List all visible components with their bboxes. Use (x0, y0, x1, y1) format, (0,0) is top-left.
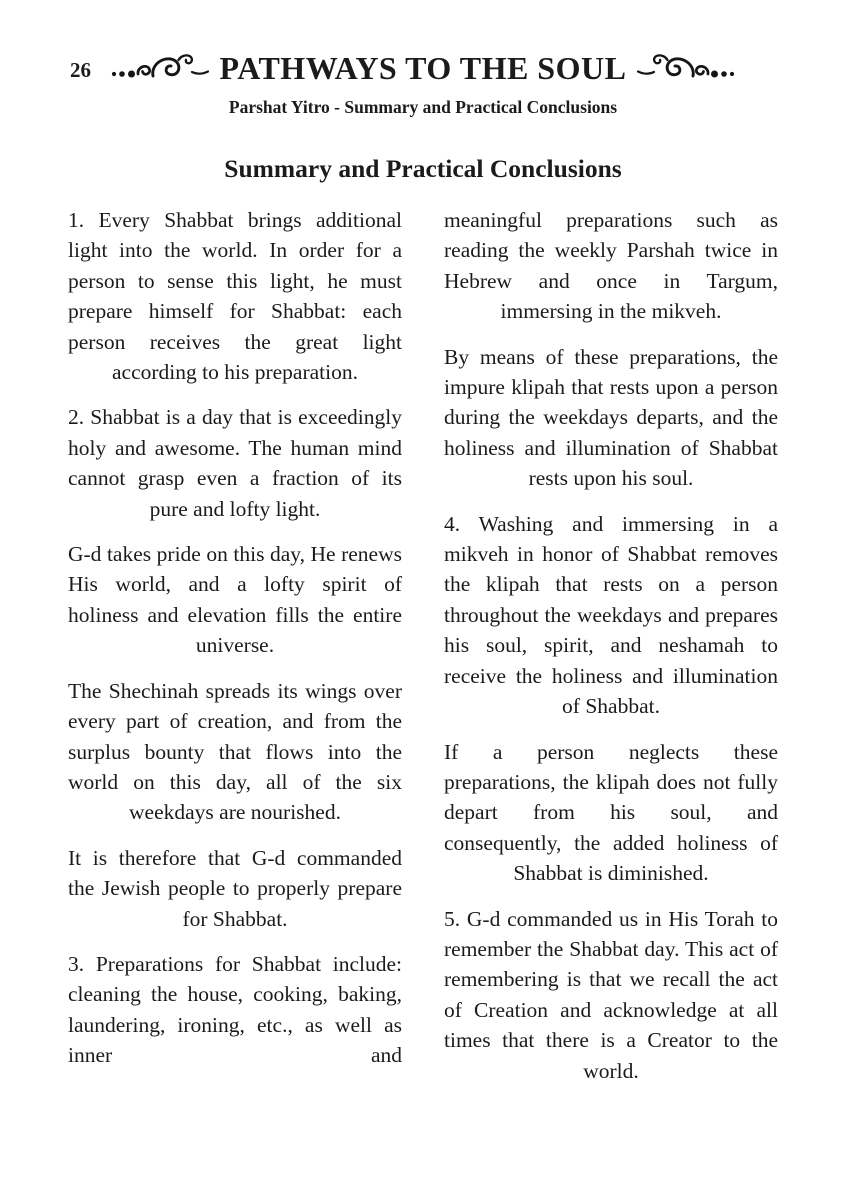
right-column (444, 205, 778, 1101)
section-heading: Summary and Practical Conclusions (224, 154, 622, 183)
book-title-row (0, 46, 846, 90)
chapter-subtitle: Parshat Yitro - Summary and Practical Conclusions (228, 97, 618, 117)
paragraph-9: 4. Washing and immersing in a mikveh in honor of Shabbat removes the klipah that rests on a person throughout the weekdays and prepares his soul, spirit, and neshamah to receive the holiness and illumination of Shabbat. (444, 511, 778, 719)
paragraph-4: The Shechinah spreads its wings over every part of creation, and from the surplus bounty that flows into the world on this day, all of the six weekdays are nourished. (68, 678, 402, 825)
flourish-left-icon (109, 51, 213, 85)
left-column (68, 205, 402, 1101)
paragraph-3: G-d takes pride on this day, He renews His world, and a lofty spirit of holiness and elevation fills the entire universe. (68, 542, 402, 658)
text-columns (0, 205, 846, 1101)
paragraph-8: By means of these preparations, the impure klipah that rests upon a person during the weekdays departs, and the holiness and illumination of Shabbat rests upon his soul. (444, 344, 778, 491)
paragraph-6: 3. Preparations for Shabbat include: cleaning the house, cooking, baking, laundering, ironing, etc., as well as inner and (68, 951, 402, 1068)
paragraph-5: It is therefore that G-d commanded the Jewish people to properly prepare for Shabbat. (68, 845, 402, 931)
page-header (0, 0, 846, 118)
paragraph-1: 1. Every Shabbat brings additional light into the world. In order for a person to sense this light, he must prepare himself for Shabbat: each person receives the great light according to his preparation. (68, 208, 402, 385)
paragraph-10: If a person neglects these preparations, the klipah does not fully depart from his soul, and consequently, the added holiness of Shabbat is diminished. (444, 739, 778, 886)
paragraph-7: meaningful preparations such as reading the weekly Parshah twice in Hebrew and once in Targum, immersing in the mikveh. (444, 208, 778, 324)
book-title: PATHWAYS TO THE SOUL (219, 49, 627, 86)
flourish-right-icon (633, 51, 737, 85)
page-number: 26 (70, 58, 91, 82)
paragraph-11: 5. G-d commanded us in His Torah to remember the Shabbat day. This act of remembering is that we recall the act of Creation and acknowledge at all times that there is a Creator to the world. (444, 906, 778, 1083)
paragraph-2: 2. Shabbat is a day that is exceedingly holy and awesome. The human mind cannot grasp even a fraction of its pure and lofty light. (68, 405, 402, 521)
